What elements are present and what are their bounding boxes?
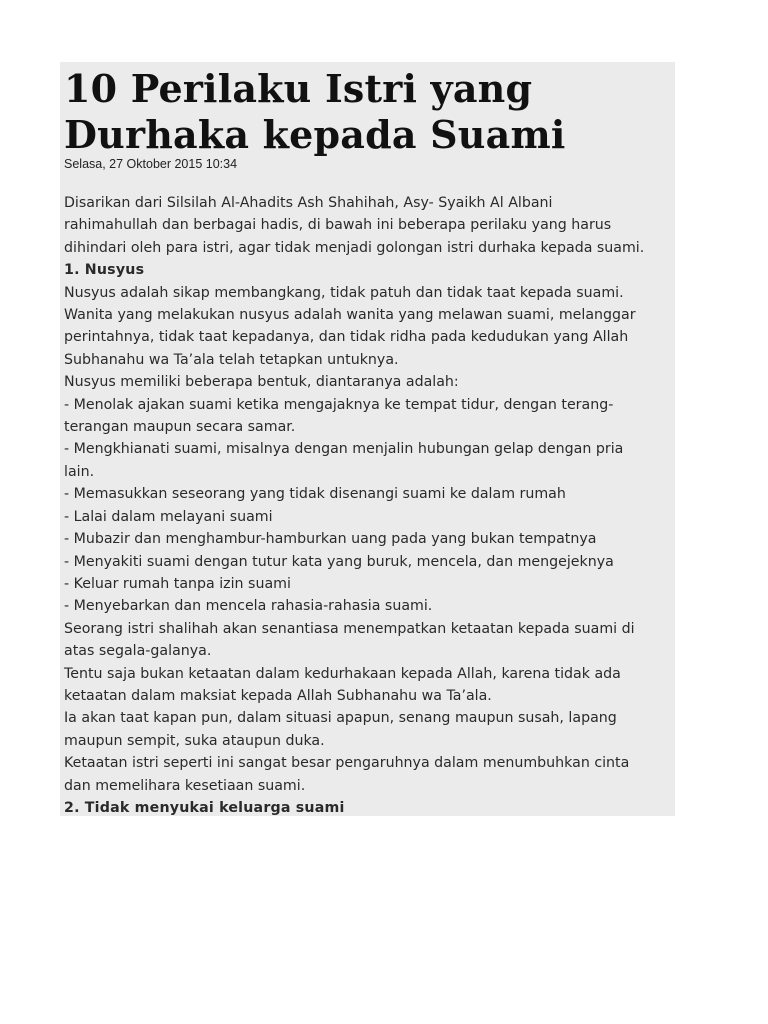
body-line: ketaatan dalam maksiat kepada Allah Subhanahu wa Ta’ala. [64, 687, 492, 704]
body-line: dan memelihara kesetiaan suami. [64, 777, 306, 794]
body-line: - Lalai dalam melayani suami [64, 508, 273, 525]
body-line: Subhanahu wa Ta’ala telah tetapkan untuknya. [64, 351, 399, 368]
body-line: Seorang istri shalihah akan senantiasa menempatkan ketaatan kepada suami di [64, 620, 635, 637]
body-line: Nusyus memiliki beberapa bentuk, diantaranya adalah: [64, 374, 459, 391]
body-line: Tentu saja bukan ketaatan dalam kedurhakaan kepada Allah, karena tidak ada [64, 665, 621, 682]
body-line: - Menyakiti suami dengan tutur kata yang buruk, mencela, dan mengejeknya [64, 553, 614, 570]
body-line: - Mengkhianati suami, misalnya dengan menjalin hubungan gelap dengan pria [64, 441, 624, 458]
body-line: - Mubazir dan menghambur-hamburkan uang pada yang bukan tempatnya [64, 531, 597, 548]
section-heading: 1. Nusyus [64, 262, 145, 279]
body-line: - Menolak ajakan suami ketika mengajaknya ke tempat tidur, dengan terang- [64, 396, 614, 413]
body-line: maupun sempit, suka ataupun duka. [64, 732, 325, 749]
section-heading: 2. Tidak menyukai keluarga suami [64, 799, 345, 816]
body-line: terangan maupun secara samar. [64, 419, 296, 436]
article-block [60, 62, 675, 816]
article-title [64, 66, 675, 158]
body-line: - Memasukkan seseorang yang tidak disenangi suami ke dalam rumah [64, 486, 566, 503]
body-line: - Keluar rumah tanpa izin suami [64, 575, 291, 592]
body-line: Disarikan dari Silsilah Al-Ahadits Ash Shahihah, Asy- Syaikh Al Albani [64, 195, 553, 211]
body-line: atas segala-galanya. [64, 643, 212, 660]
article-date: Selasa, 27 Oktober 2015 10:34 [64, 157, 238, 171]
body-line: Ia akan taat kapan pun, dalam situasi apapun, senang maupun susah, lapang [64, 710, 617, 727]
title-line-2: Durhaka kepada Suami [64, 112, 566, 157]
body-line: - Menyebarkan dan mencela rahasia-rahasia suami. [64, 598, 433, 615]
body-line: Ketaatan istri seperti ini sangat besar pengaruhnya dalam menumbuhkan cinta [64, 755, 630, 772]
body-line: rahimahullah dan berbagai hadis, di bawah ini beberapa perilaku yang harus [64, 217, 612, 234]
body-line: lain. [64, 463, 95, 480]
body-line: dihindari oleh para istri, agar tidak menjadi golongan istri durhaka kepada suami. [64, 239, 645, 256]
article-body [64, 192, 670, 816]
title-line-1: 10 Perilaku Istri yang [64, 66, 533, 111]
body-line: perintahnya, tidak taat kepadanya, dan tidak ridha pada kedudukan yang Allah [64, 329, 629, 346]
body-line: Nusyus adalah sikap membangkang, tidak patuh dan tidak taat kepada suami. [64, 284, 624, 301]
body-line: Wanita yang melakukan nusyus adalah wanita yang melawan suami, melanggar [64, 307, 636, 324]
